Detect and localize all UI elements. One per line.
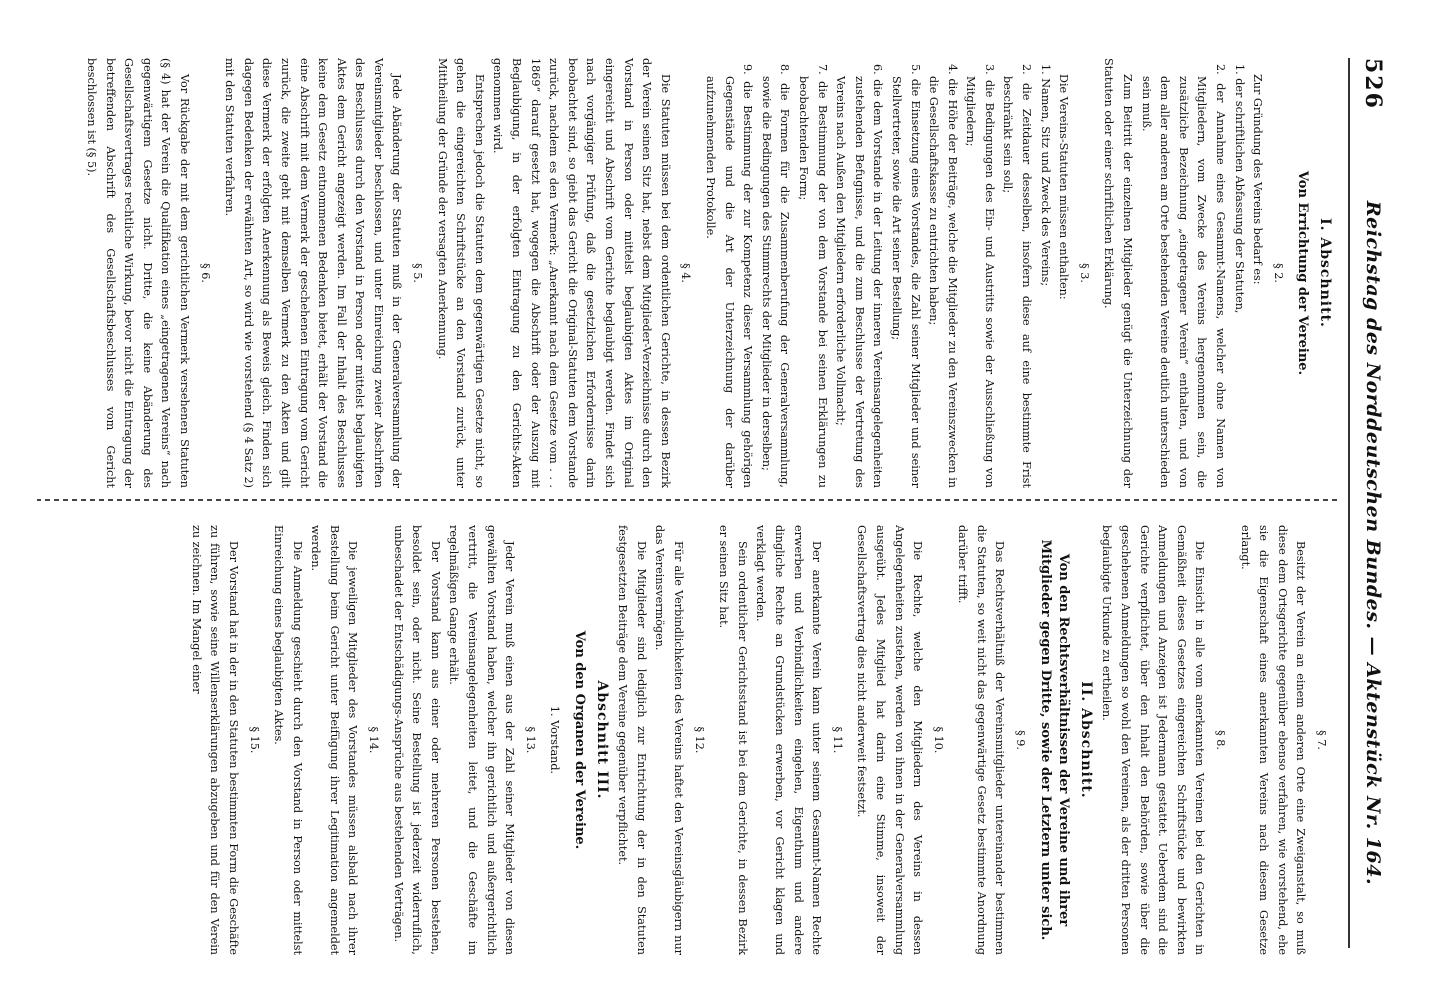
paragraph: Jeder Verein muß einen aus der Zahl seiner Mitglieder von diesen gewählten Vorstand haben, welcher ihn gerichtlich und außergerichtlich vertritt, die Vereinsangelegenheiten leitet, und die Geschäfte im regelmäßigen Gange erhält. — [447, 525, 517, 955]
section-heading: § 13. — [523, 726, 537, 754]
paragraph: Vor Rückgabe der mit dem gerichtlichen Vermerk versehenen Statuten (§ 4) hat der Verein die Qualifikation eines „eingetragenen Vereins“ nach gegenwärtigem Gesetze nicht. Dritte, die keine Abänderung des Gesellschaftsvertrages rechtliche Wirkung, bevor nicht die Eintragung der betreffenden Abschrift des Gesellschaftsbeschlusses vom Gericht beschlossen ist (§ 5). — [85, 58, 191, 488]
section-heading: § 6. — [198, 263, 212, 283]
section-heading: § 3. — [1077, 263, 1091, 283]
paragraph: Die Einsicht in alle vom anerkannten Vereinen bei den Gerichten in Gemäßheit dieses Gesetzes eingereichten Schriftstücke und bewirkten Anmeldungen und Anzeigen ist Jedermann gestattet. Ueberdem sind die Gerichte verpflichtet, über den Inhalt den Behörden, sowie über die geschehenen Anmeldungen so wohl den Vereinen, als der dritten Personen beglaubigte Urkunde zu ertheilen. — [1100, 525, 1207, 955]
paragraph: Die Vereins-Statuten müssen enthalten: — [1057, 74, 1071, 300]
paragraph: Zum Beitritt der einzelnen Mitglieder genügt die Unterzeichnung der Statuten oder einer schriftlichen Erklärung. — [1102, 58, 1135, 488]
paragraph: Der Vorstand hat in der in den Statuten bestimmten Form die Geschäfte zu führen, sowie seine Willenserklärungen abzugeben und für den Verein zu zeichnen. Im Mangel einer — [189, 525, 240, 955]
list-item: 6. die dem Vorstande in der Leitung der inneren Vereinsangelegenheiten zustehenden Befugnisse, und die zum Beschlusse der Vertretung des Vereins nach Außen den Mitgliedern erforderliche Vollmacht; — [834, 64, 885, 488]
page-header — [1352, 58, 1392, 958]
paragraph: Sein ordentlicher Gerichtsstand ist bei dem Gerichte, in dessen Bezirk er seinen Sitz hat. — [717, 525, 749, 955]
section-heading: § 8. — [1214, 730, 1228, 750]
section-heading: § 14. — [367, 726, 381, 754]
paragraph: Jede Abänderung der Statuten muß in der Generalversammlung der Vereinsmitglieder beschlossen, und unter Einreichung zweier Abschriften des Beschlusses durch den Vorstand in Person oder mittelst beglaubigten Aktes dem Gericht angezeigt werden. Im Fall der Inhalt des Beschlusses keine dem Gesetz entnommenen Bedenken bietet, erhält der Vorstand die eine Abschrift mit dem Vermerk der geschehenen Eintragung vom Gericht zurück, die zweite geht mit demselben Vermerk zu den Akten und gilt diese Vermerk der erfolgten Anerkennung als Beweis gleich. Finden sich dagegen Bedenken der erwähnten Art, so wird wie vorstehend (§ 4 Satz 2) mit den Statuten verfahren. — [223, 58, 404, 488]
part-heading: I. Abschnitt. — [1317, 218, 1333, 328]
left-column — [81, 58, 1336, 488]
part-title: Von den Rechtsverhältnissen der Vereine und ihrer Mitglieder gegen Dritte, sowie der Letztern unter sich. — [1037, 539, 1072, 941]
list-item: 5. die Einsetzung eines Vorstandes, die Zahl seiner Mitglieder und seiner Stellvertreter, sowie die Art seiner Bestellung; — [889, 64, 922, 488]
list-item: 1. der schriftlichen Abfassung der Statuten, — [1232, 64, 1246, 314]
column-divider — [37, 499, 1337, 501]
paragraph: Zur Gründung des Vereins bedarf es: — [1251, 74, 1265, 285]
paragraph: Die Mitglieder sind lediglich zur Entrichtung der in den Statuten festgesetzten Beiträge dem Vereine gegenüber verpflichtet. — [616, 525, 648, 955]
list-item: 3. die Bedingungen des Ein- und Austritts sowie der Ausschließung von Mitgliedern; — [964, 64, 996, 488]
part-title: Von Errichtung der Vereine. — [1295, 170, 1311, 376]
list-item: 7. die Bestimmung der von dem Vorstande bei seinen Erklärungen zu beobachtenden Form; — [796, 64, 829, 488]
paragraph: Entsprechen jedoch die Statuten dem gegenwärtigen Gesetze nicht, so gehen die eingereichten Schriftstücke an den Vorstand zurück, unter Mittheilung der Gründe der versagten Anerkennung. — [435, 58, 486, 488]
section-heading: § 5. — [411, 263, 425, 283]
list-item: 1. Namen, Sitz und Zweck des Vereins; — [1038, 64, 1052, 287]
list-item: 9. die Bestimmung der zur Kompetenz dieser Versammlung gehörigen Gegenstände und die Art der Unterzeichnung der darüber aufzunehmenden Protokolle. — [704, 64, 755, 488]
paragraph: Die Statuten müssen bei dem ordentlichen Gerichte, in dessen Bezirk der Verein seinen Sitz hat, nebst dem Mitglieder-Verzeichnisse durch den Vorstand in Person oder mittelst beglaubigten Aktes im Original eingereicht und Abschrift vom Gerichte beglaubigt werden. Findet sich nach vorgängiger Prüfung, daß die gesetzlichen Erfordernisse darin beobachtet sind, so giebt das Gericht die Original-Statuten dem Vorstande zurück, nachdem es den Vermerk: „Anerkannt nach dem Gesetze vom . . . 1869“ darauf gesetzt hat, wogegen die Abschrift oder der Auszug mit Beglaubigung, in der erfolgten Eintragung zu den Gerichts-Akten genommen wird. — [491, 58, 672, 488]
list-item: 2. der Annahme eines Gesammt-Namens, welcher ohne Namen von Mitgliedern, vom Zwecke des Vereins hergenommen sein, die zusätzliche Bezeichnung „eingetragener Verein“ enthalten, und von dem aller anderen am Orte bestehenden Vereine deutlich unterschieden sein muß. — [1139, 64, 1228, 488]
header-rule — [1348, 58, 1350, 948]
part-title: Von den Organen der Vereine. — [572, 630, 588, 850]
page-number: 526 — [1360, 58, 1386, 110]
section-heading: § 2. — [1271, 263, 1285, 283]
running-title: Reichstag des Norddeutschen Bundes. — Aktenstück Nr. 164. — [1362, 200, 1384, 886]
paragraph: Die jeweiligen Mitglieder des Vorstandes müssen alsbald nach ihrer Bestellung beim Gericht unter Beifügung ihrer Legitimation angemeldet werden. — [309, 525, 360, 955]
section-heading: § 7. — [1315, 730, 1328, 750]
section-heading: § 11. — [830, 726, 844, 754]
paragraph: Für alle Verbindlichkeiten des Vereins haftet den Vereinsgläubigern nur das Vereinsvermögen. — [653, 525, 685, 955]
part-heading: Abschnitt III. — [593, 680, 610, 800]
subsection-heading: 1. Vorstand. — [548, 705, 562, 775]
list-item: 4. die Höhe der Beiträge, welche die Mitglieder zu den Vereinszwecken in die Gesellschaftskasse zu entrichten haben; — [927, 64, 959, 488]
list-item: 8. die Formen für die Zusammenberufung der Generalversammlung, sowie die Bedingungen des Stimmrechts der Mitglieder in derselben; — [759, 64, 792, 488]
section-heading: § 4. — [679, 263, 693, 283]
paragraph: Das Rechtsverhältniß der Vereinsmitglieder untereinander bestimmen die Statuten, so weit nicht das gegenwärtige Gesetz bestimmte Anordnung darüber trifft. — [956, 525, 1007, 955]
paragraph: Besitzt der Verein an einem anderen Orte eine Zweiganstalt, so muß diese dem Ortsgerichte gegenüber ebenso verfahren, wie vorstehend, ehe sie die Eigenschaft eines anerkannten Vereins nach diesem Gesetze erlangt. — [1238, 525, 1308, 955]
part-heading: II. Abschnitt. — [1077, 681, 1094, 799]
section-heading: § 15. — [247, 726, 261, 754]
paragraph: Der anerkannte Verein kann unter seinem Gesammt-Namen Rechte erwerben und Verbindlichkeiten eingehen, Eigenthum und andere dingliche Rechte an Grundstücken erwerben, vor Gericht klagen und verklagt werden. — [754, 525, 824, 955]
paragraph: Die Rechte, welche den Mitgliedern des Vereins in dessen Angelegenheiten zustehen, werden von ihnen in der Generalversammlung ausgeübt. Jedes Mitglied hat darin eine Stimme, insoweit der Gesellschaftsvertrag dies nicht anderweit festsetzt. — [855, 525, 925, 955]
section-heading: § 12. — [692, 726, 706, 754]
paragraph: Der Vorstand kann aus einer oder mehreren Personen bestehen, besoldet sein, oder nicht. Seine Bestellung ist jederzeit widerruflich, unbeschadet der Entschädigungs-Ansprüche aus bestehenden Verträgen. — [391, 525, 442, 955]
section-heading: § 10. — [931, 726, 945, 754]
list-item: 2. die Zeitdauer desselben, insofern diese auf eine bestimmte Frist beschränkt sein soll; — [1001, 64, 1034, 488]
section-heading: § 9. — [1014, 730, 1028, 750]
paragraph: Die Anmeldung geschieht durch den Vorstand in Person oder mittelst Einreichung eines beglaubigten Aktes. — [272, 525, 304, 955]
right-column — [186, 525, 1336, 955]
